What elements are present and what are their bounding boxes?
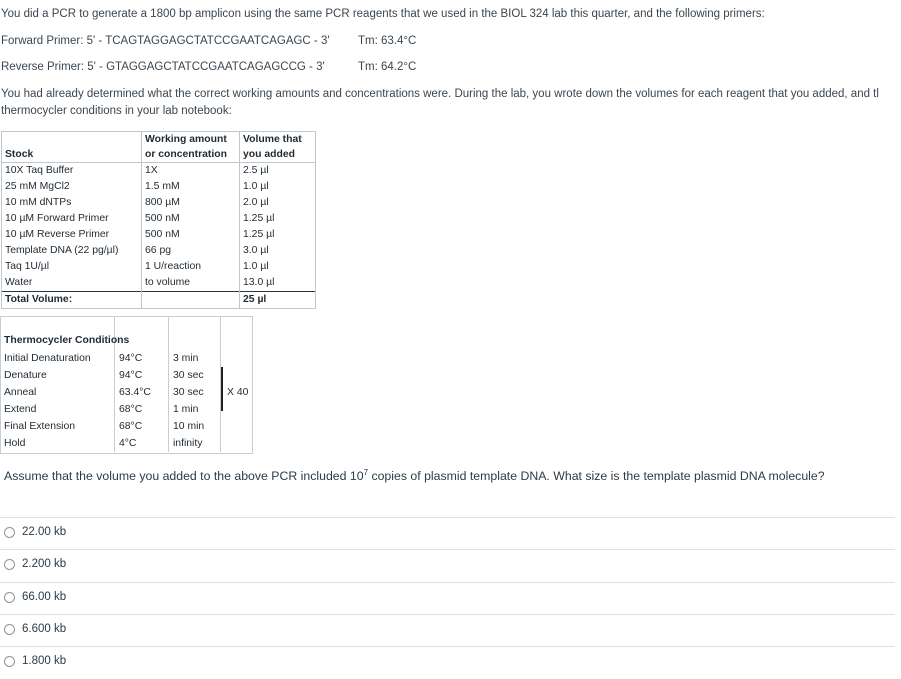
temp-cell: 63.4°C — [119, 387, 151, 398]
volume-cell: 2.0 µl — [240, 195, 316, 211]
forward-primer: Forward Primer: 5' - TCAGTAGGAGCTATCCGAATCAGAGC - 3' — [1, 35, 330, 47]
answer-divider — [0, 646, 895, 647]
radio-button[interactable] — [4, 592, 15, 603]
radio-button[interactable] — [4, 624, 15, 635]
volume-cell: 1.25 µl — [240, 227, 316, 243]
header-working-line1: Working amount — [142, 132, 240, 148]
table-row — [2, 243, 316, 259]
stock-cell: Water — [2, 275, 142, 292]
volume-cell: 2.5 µl — [240, 163, 316, 180]
header-stock: Stock — [2, 147, 142, 163]
temp-cell: 94°C — [119, 370, 143, 381]
table-row — [1, 384, 256, 401]
stock-cell: 10 mM dNTPs — [2, 195, 142, 211]
answer-divider — [0, 582, 895, 583]
reverse-primer-tm: Tm: 64.2°C — [358, 61, 417, 73]
step-cell: Final Extension — [4, 421, 76, 432]
answer-divider — [0, 517, 895, 518]
table-row — [2, 275, 316, 292]
total-label: Total Volume: — [2, 292, 142, 309]
radio-button[interactable] — [4, 527, 15, 538]
header-volume-line1: Volume that — [240, 132, 316, 148]
total-row — [2, 292, 316, 309]
radio-button[interactable] — [4, 559, 15, 570]
temp-cell: 68°C — [119, 421, 143, 432]
volume-cell: 13.0 µl — [240, 275, 316, 292]
table-row — [1, 418, 256, 435]
answer-option-2[interactable] — [4, 554, 66, 574]
step-cell: Initial Denaturation — [4, 353, 91, 364]
cycle-bracket — [221, 367, 223, 411]
working-cell: 1.5 mM — [142, 179, 240, 195]
table-row — [1, 435, 256, 452]
answer-option-5[interactable] — [4, 651, 66, 671]
forward-primer-tm: Tm: 63.4°C — [358, 35, 417, 47]
answer-label: 66.00 kb — [22, 591, 67, 603]
question-text-before: Assume that the volume you added to the above PCR included 10 — [4, 469, 364, 484]
header-stock-blank — [2, 132, 142, 148]
volume-cell: 1.25 µl — [240, 211, 316, 227]
answer-option-1[interactable] — [4, 522, 66, 542]
intro-line-2b: thermocycler conditions in your lab notebook: — [1, 105, 232, 117]
working-cell: 1 U/reaction — [142, 259, 240, 275]
stock-cell: 10 µM Forward Primer — [2, 211, 142, 227]
radio-button[interactable] — [4, 656, 15, 667]
intro-line-2a: You had already determined what the correct working amounts and concentrations were. During the lab, you wrote down the volumes for each reagent that you added, and tl — [1, 88, 879, 100]
time-cell: 1 min — [173, 404, 199, 415]
reverse-primer: Reverse Primer: 5' - GTAGGAGCTATCCGAATCAGAGCCG - 3' — [1, 61, 325, 73]
cycles-cell-blank — [224, 418, 256, 435]
table-row — [2, 195, 316, 211]
question-text-after: copies of plasmid template DNA. What size is the template plasmid DNA molecule? — [368, 469, 825, 484]
reagent-table-header-row-2 — [2, 147, 316, 163]
time-cell: 30 sec — [173, 370, 204, 381]
table-row — [1, 401, 256, 418]
total-working-blank — [142, 292, 240, 309]
question-exponent: 7 — [363, 468, 369, 477]
cycles-cell: X 40 — [227, 387, 249, 398]
answer-label: 6.600 kb — [22, 623, 67, 635]
cycles-cell-blank — [224, 435, 256, 452]
volume-cell: 3.0 µl — [240, 243, 316, 259]
question-text — [4, 468, 825, 483]
table-row — [1, 350, 256, 367]
volume-cell: 1.0 µl — [240, 179, 316, 195]
header-working-line2: or concentration — [142, 147, 240, 163]
step-cell: Denature — [4, 370, 47, 381]
answer-label: 1.800 kb — [22, 655, 67, 667]
cycles-cell-blank — [224, 350, 256, 367]
answer-option-4[interactable] — [4, 619, 66, 639]
thermocycler-table — [1, 350, 256, 452]
reagent-table — [1, 131, 316, 309]
step-cell: Hold — [4, 438, 26, 449]
answer-divider — [0, 614, 895, 615]
step-cell: Extend — [4, 404, 37, 415]
working-cell: to volume — [142, 275, 240, 292]
volume-cell: 1.0 µl — [240, 259, 316, 275]
table-row — [2, 211, 316, 227]
table-row — [2, 227, 316, 243]
table-row — [2, 259, 316, 275]
stock-cell: Taq 1U/µl — [2, 259, 142, 275]
cycles-cell-blank — [224, 401, 256, 418]
answer-label: 2.200 kb — [22, 558, 67, 570]
step-cell: Anneal — [4, 387, 37, 398]
working-cell: 500 nM — [142, 211, 240, 227]
total-volume: 25 µl — [240, 292, 316, 309]
temp-cell: 4°C — [119, 438, 137, 449]
intro-line-1: You did a PCR to generate a 1800 bp amplicon using the same PCR reagents that we used in the BIOL 324 lab this quarter, and the following primers: — [1, 8, 765, 20]
table-row — [2, 179, 316, 195]
answer-divider — [0, 549, 895, 550]
time-cell: infinity — [173, 438, 203, 449]
cycles-cell-blank — [224, 367, 256, 384]
time-cell: 10 min — [173, 421, 205, 432]
stock-cell: 10X Taq Buffer — [2, 163, 142, 180]
stock-cell: Template DNA (22 pg/µl) — [2, 243, 142, 259]
thermocycler-title: Thermocycler Conditions — [4, 335, 130, 346]
stock-cell: 25 mM MgCl2 — [2, 179, 142, 195]
working-cell: 800 µM — [142, 195, 240, 211]
table-row — [2, 163, 316, 180]
stock-cell: 10 µM Reverse Primer — [2, 227, 142, 243]
reagent-table-header-row-1 — [2, 132, 316, 148]
time-cell: 3 min — [173, 353, 199, 364]
working-cell: 66 pg — [142, 243, 240, 259]
temp-cell: 68°C — [119, 404, 143, 415]
answer-option-3[interactable] — [4, 587, 66, 607]
answer-label: 22.00 kb — [22, 526, 67, 538]
time-cell: 30 sec — [173, 387, 204, 398]
working-cell: 1X — [142, 163, 240, 180]
header-volume-line2: you added — [240, 147, 316, 163]
table-row — [1, 367, 256, 384]
temp-cell: 94°C — [119, 353, 143, 364]
working-cell: 500 nM — [142, 227, 240, 243]
